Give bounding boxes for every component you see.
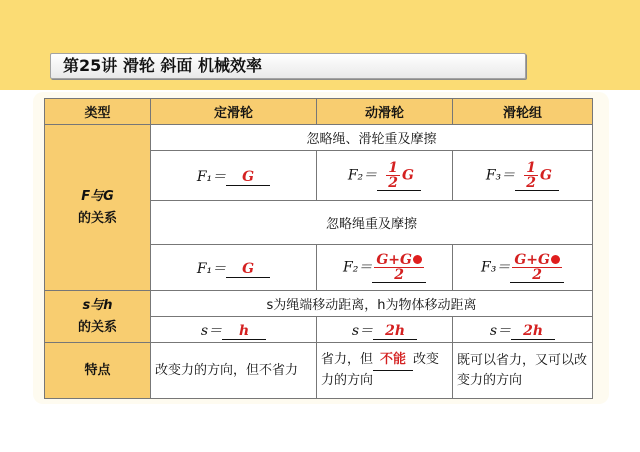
header-pulley-group: 滑轮组 [453, 99, 593, 125]
red-dot-mark [413, 255, 422, 264]
red-dot-mark [551, 255, 560, 264]
formula-movable-1: F₂＝ $\frac{1}{2}$ G [317, 151, 453, 201]
label-features: 特点 [45, 343, 151, 399]
feature-fixed: 改变力的方向，但不省力 [151, 343, 317, 399]
feature-group: 既可以省力，又可以改变力的方向 [453, 343, 593, 399]
label-f-g-relation: F与G 的关系 [45, 125, 151, 291]
header-movable-pulley: 动滑轮 [317, 99, 453, 125]
formula-fixed-2: F₁＝ G [151, 245, 317, 291]
formula-s-movable: s＝ 2h [317, 317, 453, 343]
label-s-h-relation: s与h 的关系 [45, 291, 151, 343]
header-type: 类型 [45, 99, 151, 125]
formula-s-group: s＝ 2h [453, 317, 593, 343]
note-ignore-all: 忽略绳、滑轮重及摩擦 [151, 125, 593, 151]
formula-group-2: F₃＝ $\frac{G+G}{2}$ [453, 245, 593, 291]
formula-fixed-1: F₁＝ G [151, 151, 317, 201]
formula-movable-2: F₂＝ $\frac{G+G}{2}$ [317, 245, 453, 291]
note-ignore-rope: 忽略绳重及摩擦 [151, 201, 593, 245]
pulley-comparison-table [44, 98, 593, 399]
note-s-h-definition: s为绳端移动距离，h为物体移动距离 [151, 291, 593, 317]
header-fixed-pulley: 定滑轮 [151, 99, 317, 125]
formula-s-fixed: s＝ h [151, 317, 317, 343]
lesson-title: 第25讲 滑轮 斜面 机械效率 [50, 53, 526, 79]
feature-movable: 省力，但 不能 改变力的方向 [317, 343, 453, 399]
formula-group-1: F₃＝ $\frac{1}{2}$ G [453, 151, 593, 201]
